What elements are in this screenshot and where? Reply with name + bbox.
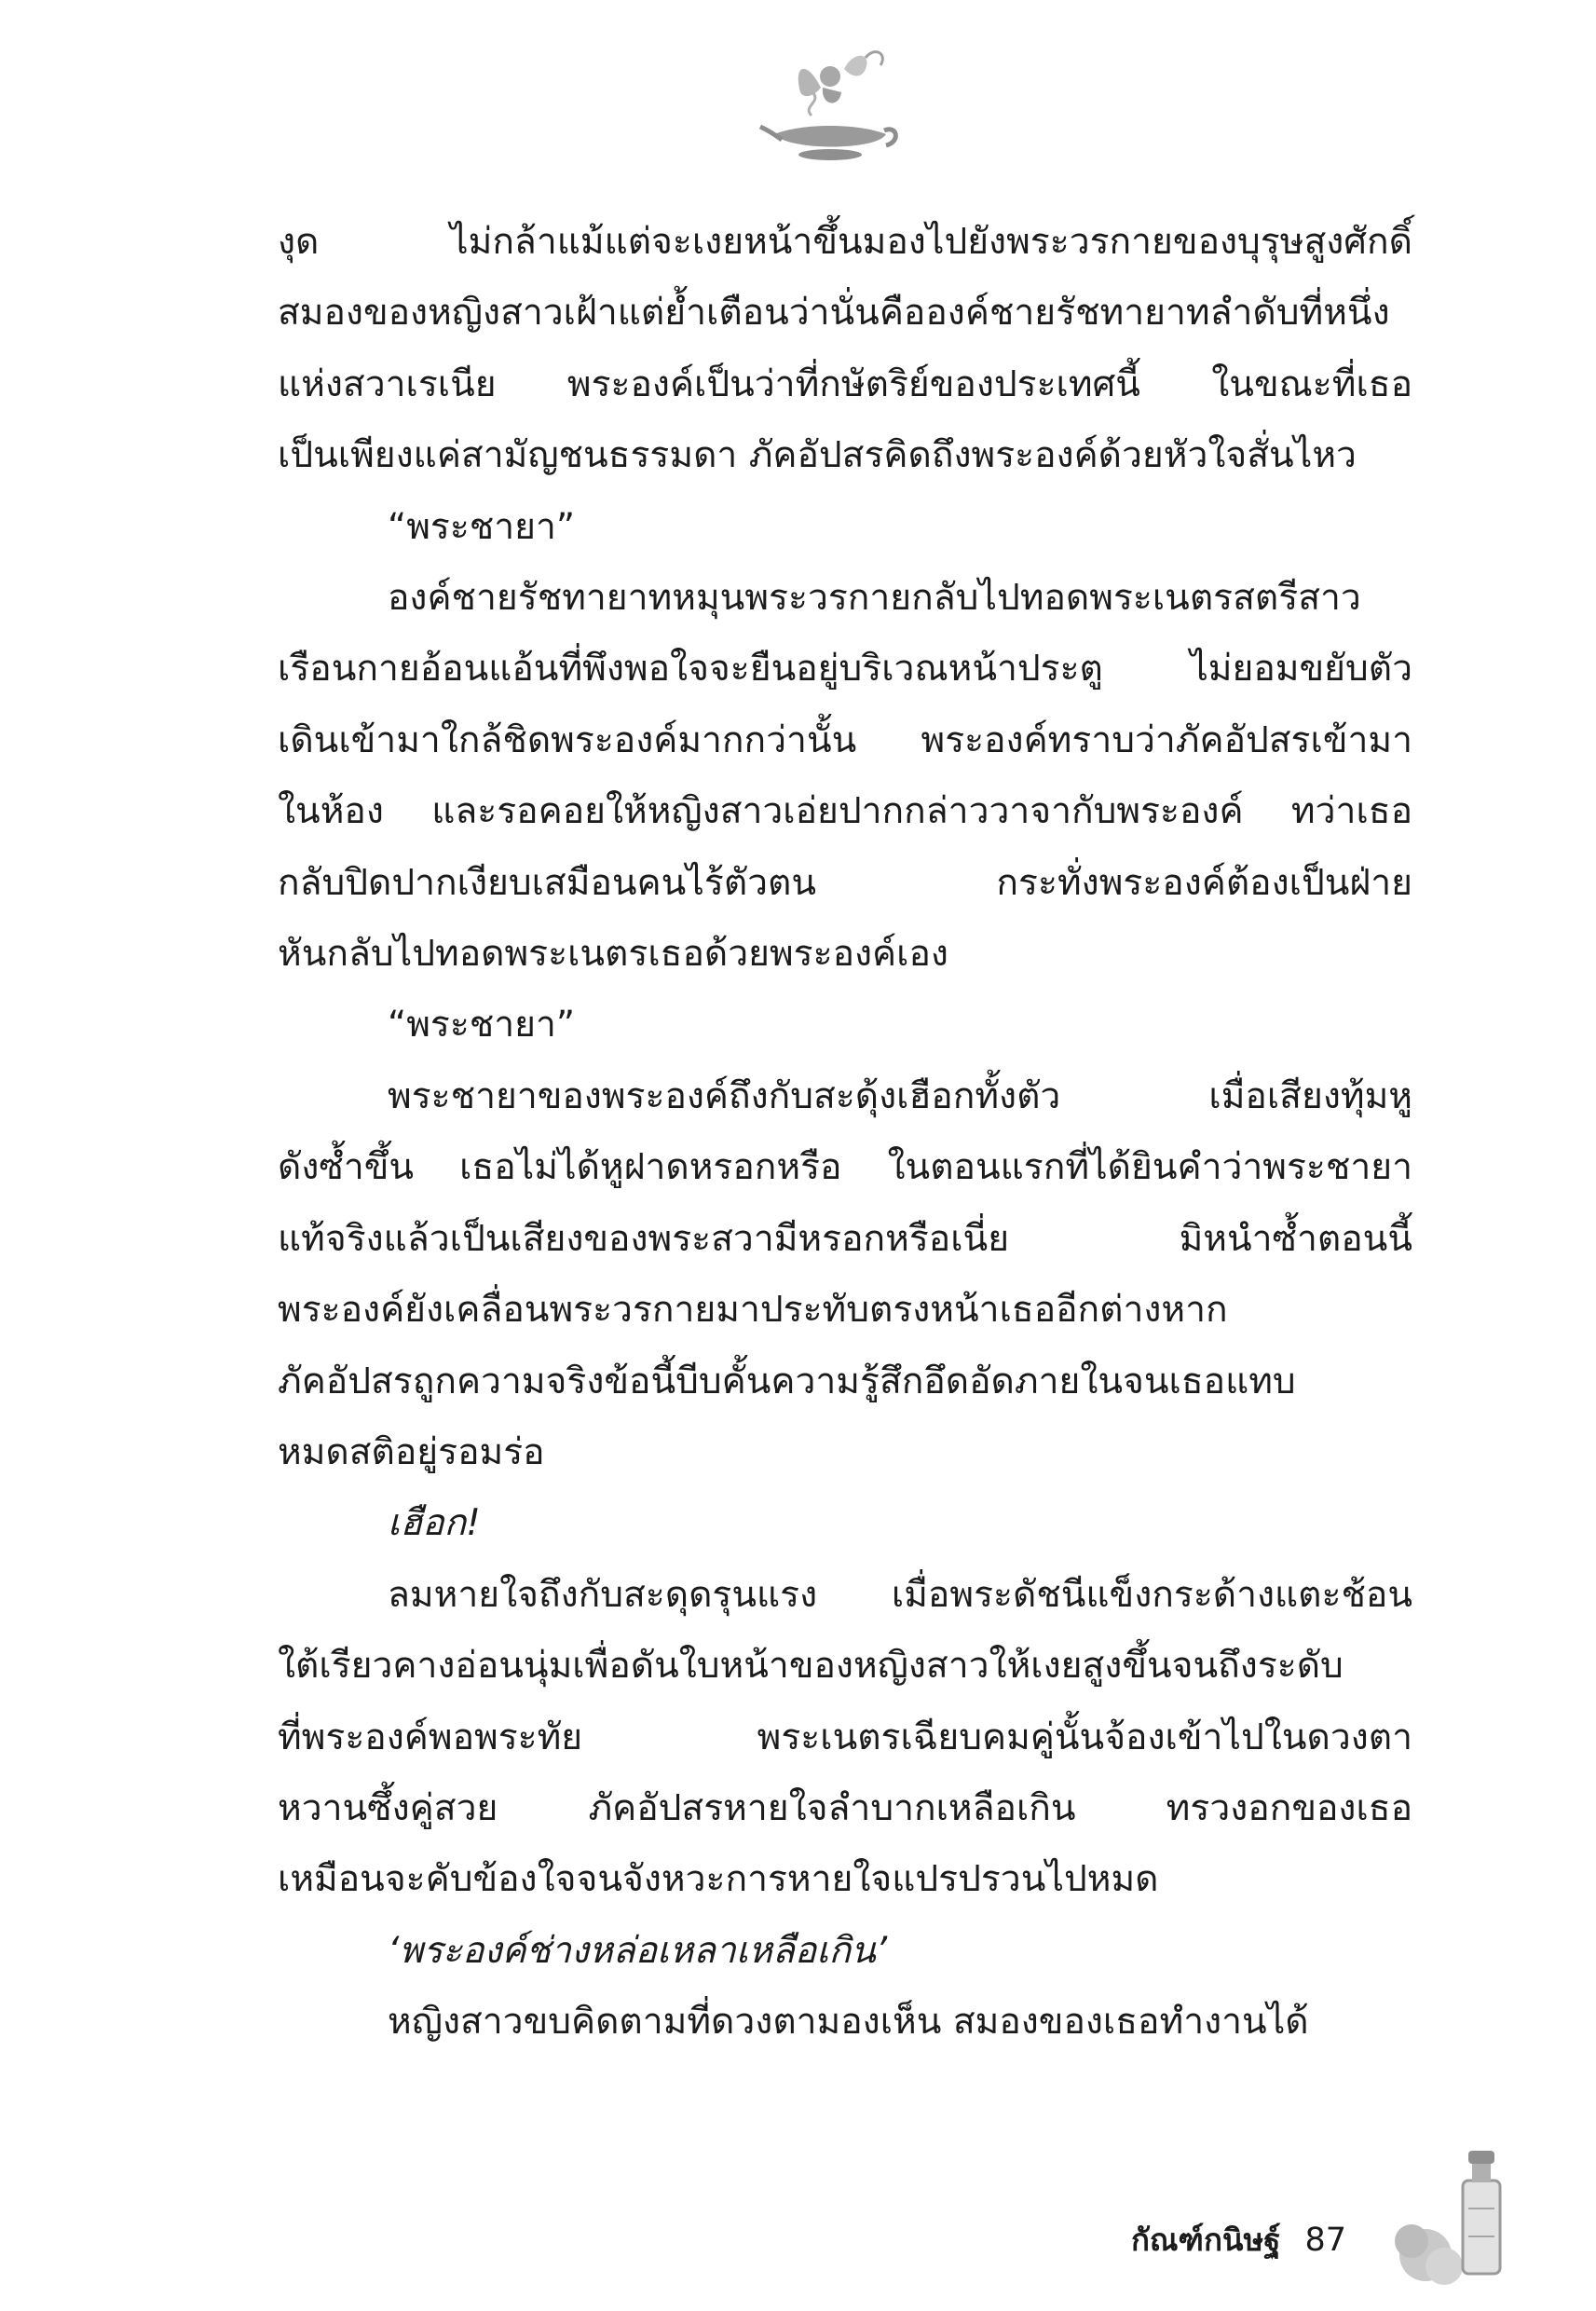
text-line: หวานซึ้งคู่สวย ภัคอัปสรหายใจลำบากเหลือเกิน ทรวงอกของเธอ	[278, 1786, 1412, 1829]
text-line: แห่งสวาเรเนีย พระองค์เป็นว่าที่กษัตริย์ของประเทศนี้ ในขณะที่เธอ	[278, 362, 1412, 405]
text-line: ดังซ้ำขึ้น เธอไม่ได้หูฝาดหรอกหรือ ในตอนแรกที่ได้ยินคำว่าพระชายา	[278, 1146, 1412, 1189]
text-line: “พระชายา”	[388, 1004, 576, 1046]
book-title: กัณฑ์กนิษฐ์	[1130, 2222, 1281, 2258]
cupid-teapot-ornament-icon	[756, 41, 905, 171]
text-line: ที่พระองค์พอพระทัย พระเนตรเฉียบคมคู่นั้นจ้องเข้าไปในดวงตา	[278, 1716, 1412, 1758]
text-line: หันกลับไปทอดพระเนตรเธอด้วยพระองค์เอง	[278, 933, 948, 976]
text-line: ใต้เรียวคางอ่อนนุ่มเพื่อดันใบหน้าของหญิงสาวให้เงยสูงขึ้นจนถึงระดับ	[278, 1645, 1344, 1688]
text-line: เฮือก!	[388, 1502, 481, 1545]
text-line: กลับปิดปากเงียบเสมือนคนไร้ตัวตน กระทั่งพระองค์ต้องเป็นฝ่าย	[278, 861, 1412, 904]
text-line: หญิงสาวขบคิดตามที่ดวงตามองเห็น สมองของเธอทำงานได้	[388, 2001, 1309, 2044]
text-line: หมดสติอยู่รอมร่อ	[278, 1430, 545, 1473]
text-line: “พระชายา”	[388, 505, 576, 548]
page-footer	[1131, 2215, 1346, 2264]
text-line: เดินเข้ามาใกล้ชิดพระองค์มากกว่านั้น พระองค์ทราบว่าภัคอัปสรเข้ามา	[278, 718, 1412, 761]
text-line: ภัคอัปสรถูกความจริงข้อนี้บีบคั้นความรู้สึกอึดอัดภายในจนเธอแทบ	[278, 1360, 1296, 1402]
text-line: เหมือนจะคับข้องใจจนจังหวะการหายใจแปรปรวนไปหมด	[278, 1858, 1159, 1901]
text-line: ลมหายใจถึงกับสะดุดรุนแรง เมื่อพระดัชนีแข็งกระด้างแตะช้อน	[388, 1573, 1412, 1616]
text-line: งุด ไม่กล้าแม้แต่จะเงยหน้าขึ้นมองไปยังพระวรกายของบุรุษสูงศักดิ์	[278, 221, 1412, 263]
text-line: แท้จริงแล้วเป็นเสียงของพระสวามีหรอกหรือเนี่ย มิหนำซ้ำตอนนี้	[278, 1217, 1412, 1260]
text-line: ‘พระองค์ช่างหล่อเหลาเหลือเกิน’	[388, 1929, 888, 1972]
text-line: องค์ชายรัชทายาทหมุนพระวรกายกลับไปทอดพระเนตรสตรีสาว	[388, 577, 1361, 620]
text-line: เป็นเพียงแค่สามัญชนธรรมดา ภัคอัปสรคิดถึงพระองค์ด้วยหัวใจสั่นไหว	[278, 434, 1357, 477]
page-number: 87	[1304, 2222, 1346, 2259]
text-line: สมองของหญิงสาวเฝ้าแต่ย้ำเตือนว่านั่นคือองค์ชายรัชทายาทลำดับที่หนึ่ง	[278, 292, 1390, 335]
story-text	[278, 207, 1412, 2058]
text-line: ในห้อง และรอคอยให้หญิงสาวเอ่ยปากกล่าววาจากับพระองค์ ทว่าเธอ	[278, 790, 1412, 833]
text-line: เรือนกายอ้อนแอ้นที่พึงพอใจจะยืนอยู่บริเวณหน้าประตู ไม่ยอมขยับตัว	[278, 648, 1412, 691]
text-line: พระองค์ยังเคลื่อนพระวรกายมาประทับตรงหน้าเธออีกต่างหาก	[278, 1289, 1228, 1332]
perfume-bottle-flowers-icon	[1388, 2143, 1528, 2292]
text-line: พระชายาของพระองค์ถึงกับสะดุ้งเฮือกทั้งตัว เมื่อเสียงทุ้มหู	[388, 1074, 1412, 1117]
